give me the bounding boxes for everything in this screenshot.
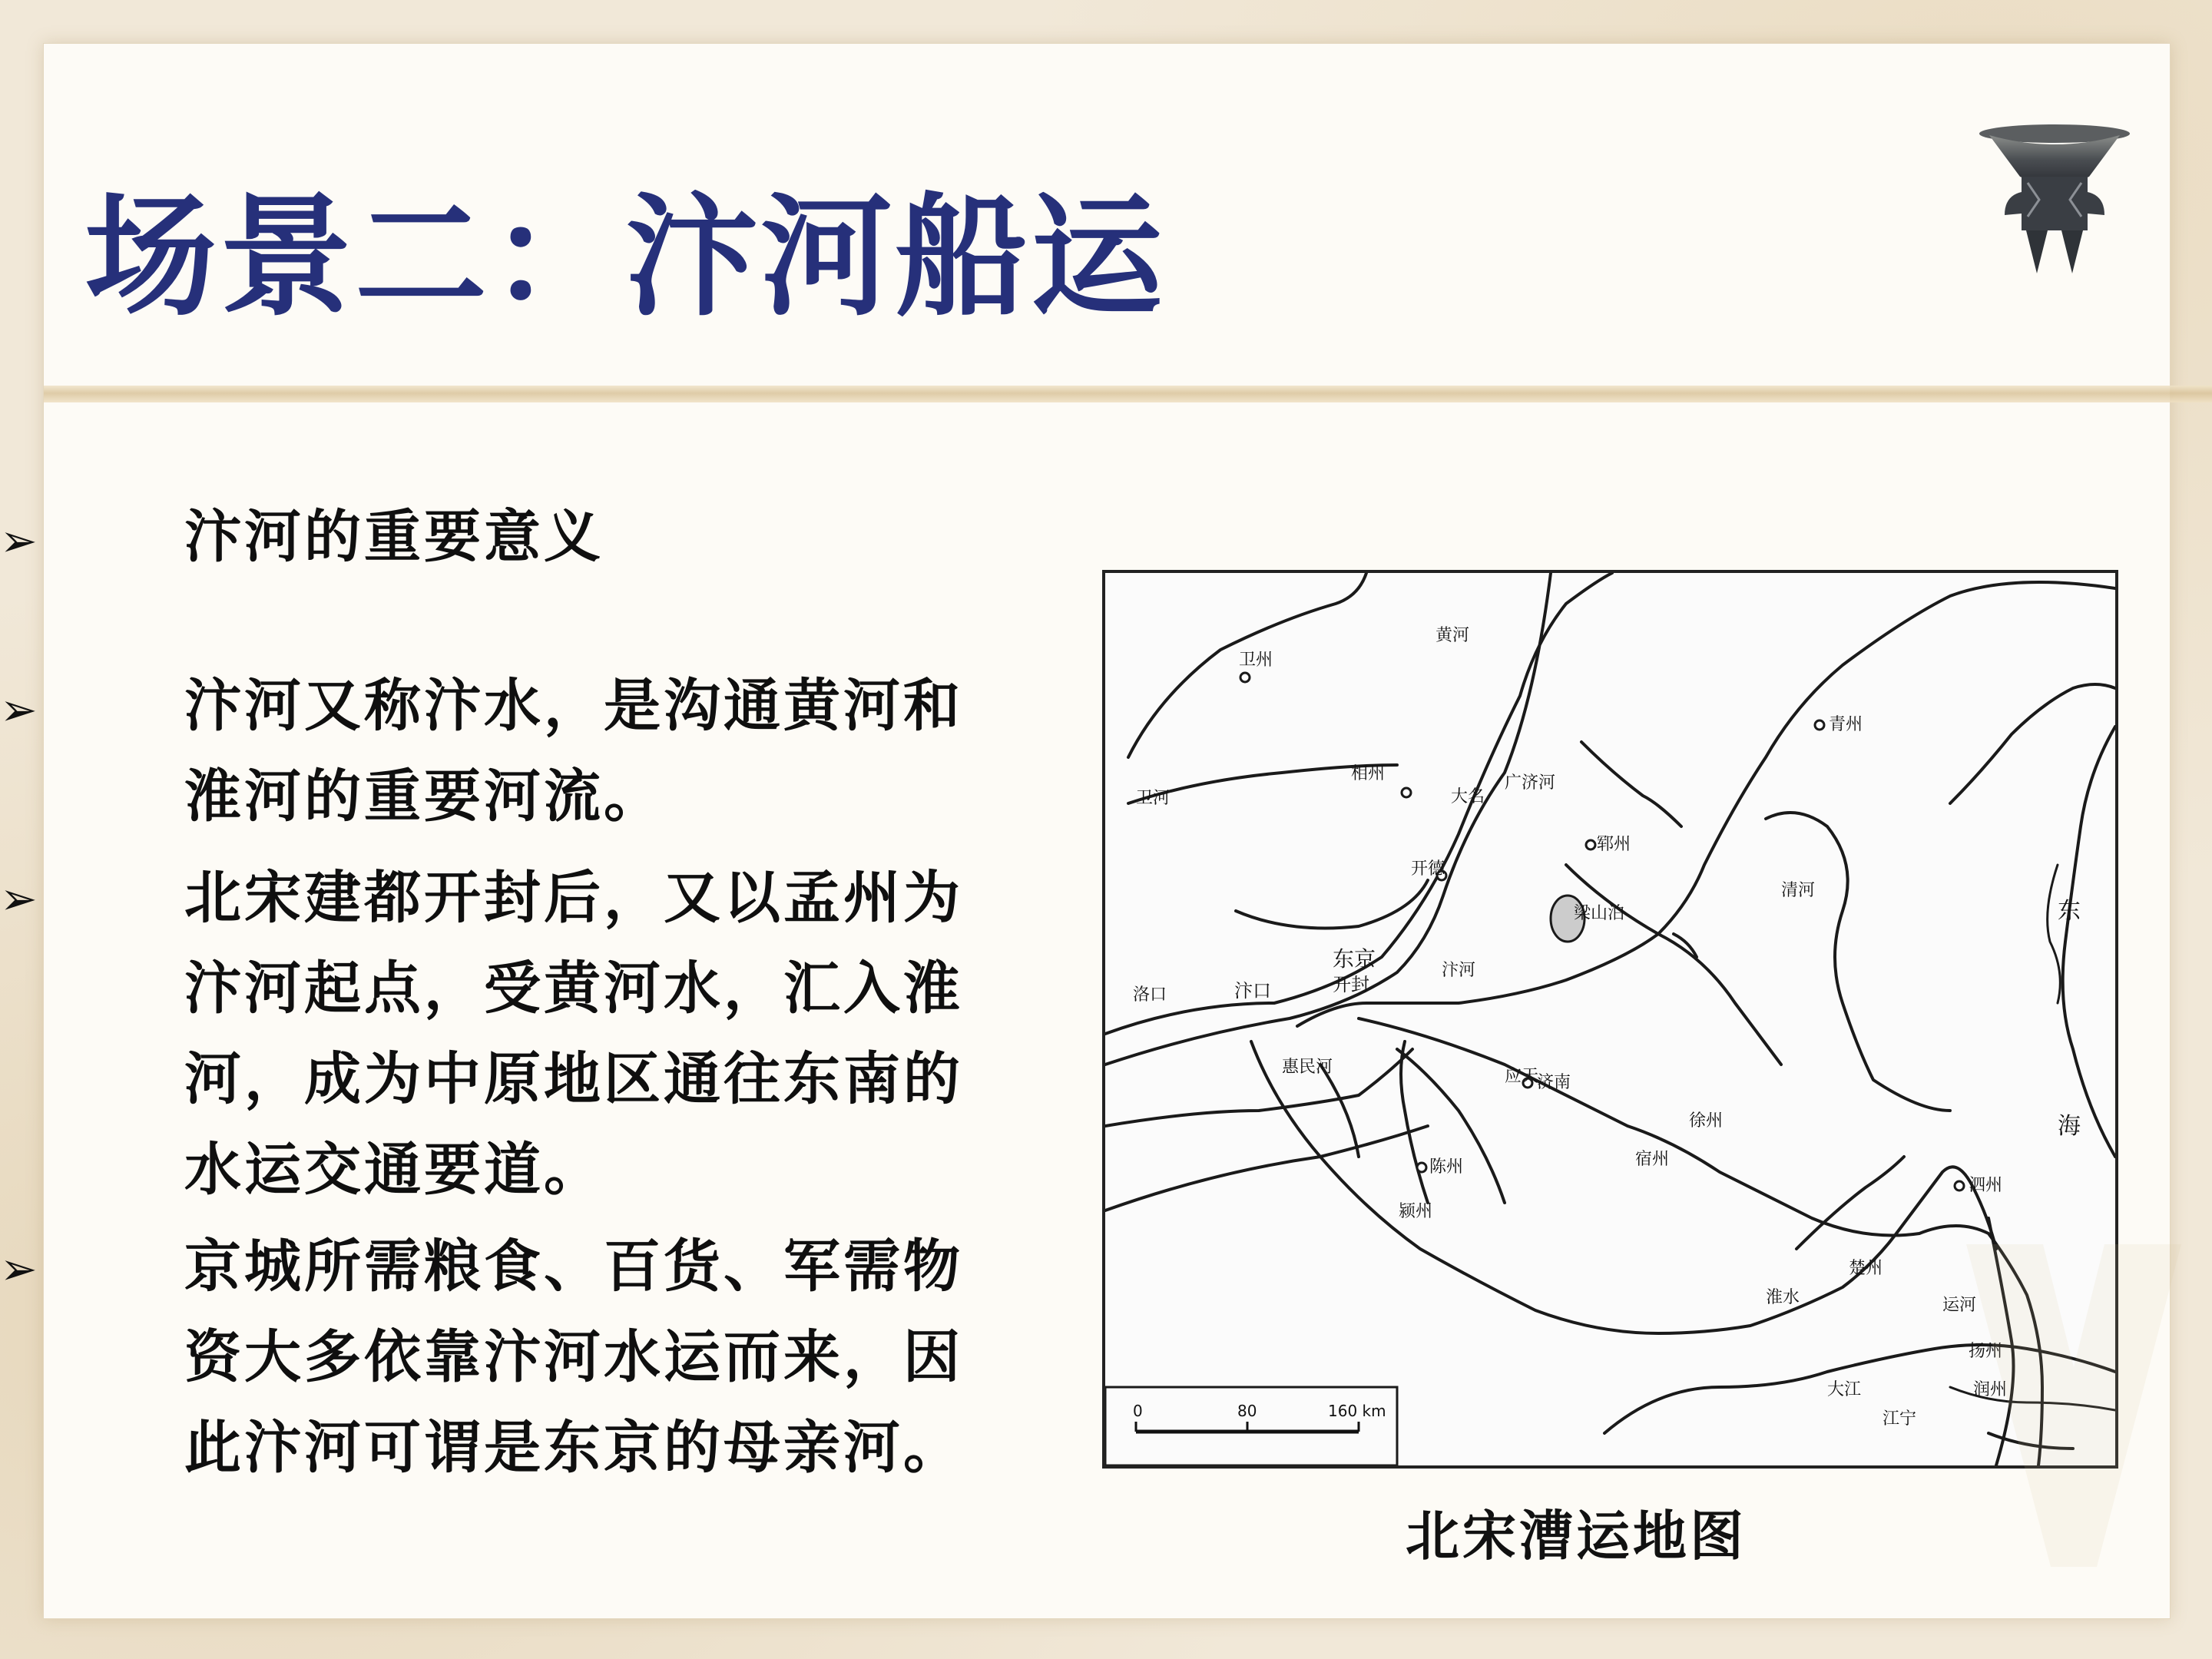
map-label-east: 东 [2058,898,2081,925]
map-label-daming: 大名 [1451,787,1485,806]
bullet-heading: 汴河的重要意义 [184,504,604,570]
map-label-xiangzhou: 相州 [1351,764,1386,783]
map-label-yingtian: 应天 [1505,1067,1539,1086]
map-label-luoyang-kou: 洛口 [1133,985,1167,1005]
coastline [1950,684,2115,1157]
map-label-yunzhou: 郓州 [1597,835,1631,854]
map-label-yangtze: 大江 [1827,1380,1862,1399]
map-label-guangji-river: 广济河 [1505,773,1556,793]
map-label-huai-river: 淮水 [1766,1288,1800,1307]
map-caption: 北宋漕运地图 [1406,1504,1747,1568]
map-label-liangshanpo: 梁山泊 [1574,904,1625,923]
map-label-sizhou: 泗州 [1969,1176,2003,1195]
map-label-jinan: 济南 [1537,1073,1571,1092]
map-label-yun-river: 运河 [1942,1296,1977,1315]
slide-title: 场景二：汴河船运 [84,180,1166,334]
map-label-runzhou: 润州 [1973,1380,2008,1399]
map-label-weizhou: 卫州 [1239,651,1273,670]
map-label-chuzhou: 楚州 [1849,1259,1883,1278]
scale-label-mid: 80 [1237,1402,1257,1420]
map-label-qingzhou: 青州 [1829,715,1863,734]
map-label-yellow-river: 黄河 [1435,626,1470,645]
map-label-sea: 海 [2058,1113,2081,1140]
title-divider [44,386,2212,402]
map-label-yangzhou: 扬州 [1969,1342,2003,1361]
map-label-wei-river: 卫河 [1136,789,1171,808]
map-label-qing-river: 清河 [1781,881,1816,900]
map-label-jiangning: 江宁 [1883,1409,1917,1429]
scale-bar [1105,1387,1397,1465]
bullet-text: 北宋建都开封后，又以孟州为汴河起点，受黄河水，汇入淮河，成为中原地区通往东南的水运交通要道。 [184,865,963,1203]
map-label-dongjing: 东京 [1333,946,1376,972]
huimin-river-line [1401,1041,1428,1203]
bullet-text: 京城所需粮食、百货、军需物资大多依靠汴河水运而来，因此汴河可谓是东京的母亲河。 [184,1233,963,1481]
map-label-huimin-river: 惠民河 [1282,1058,1333,1077]
bronze-vessel-logo [1974,123,2135,276]
scale-label-end: 160 km [1328,1402,1386,1420]
decorative-watermark [1920,1214,2212,1598]
scale-label-start: 0 [1133,1402,1143,1420]
guangji-river-line [1297,582,2115,1026]
map-label-suzhou: 宿州 [1635,1150,1670,1169]
bullet-arrow-icon: ➢ [0,515,38,567]
bullet-arrow-icon: ➢ [0,684,38,736]
map-label-chenzhou: 陈州 [1429,1157,1464,1177]
bullet-arrow-icon: ➢ [0,1243,38,1295]
map-label-kaifeng: 开封 [1333,974,1369,995]
map-label-kaide: 开德 [1411,859,1445,879]
map-label-yingzhou: 颍州 [1399,1202,1433,1221]
map-label-bian-river: 汴河 [1442,961,1476,980]
yellow-river-line [1105,573,1551,1065]
bullet-arrow-icon: ➢ [0,873,38,925]
bullet-text: 汴河又称汴水，是沟通黄河和淮河的重要河流。 [184,673,963,830]
map-label-xuzhou: 徐州 [1689,1111,1724,1131]
map-label-bianzhou: 汴口 [1234,980,1271,1002]
